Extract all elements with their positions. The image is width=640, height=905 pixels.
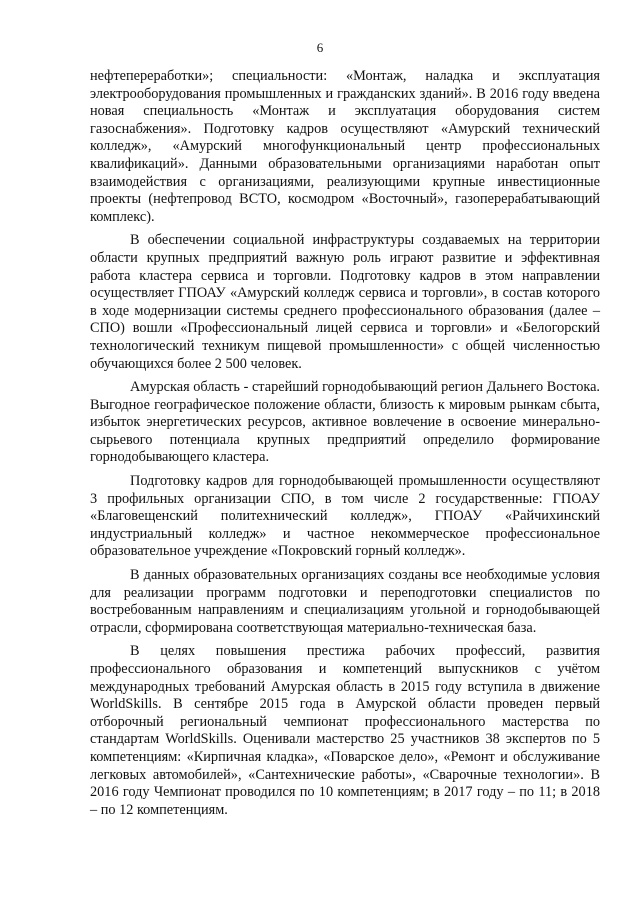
paragraph-educational-conditions: В данных образовательных организациях созданы все необходимые условия для реализации программ подготовки и переподготовки специалистов по востребованным направлениям и специализациям угольной и горнодобывающей отрасли, сформирована соответствующая материально-техническая база. xyxy=(90,567,600,636)
paragraph-oil-refining-specialties: нефтепереработки»; специальности: «Монтаж, наладка и эксплуатация электрооборудования промышленных и гражданских зданий». В 2016 году введена новая специальность «Монтаж и эксплуатация оборудования систем газоснабжения». Подготовку кадров осуществляют «Амурский технический колледж», «Амурский многофункциональный центр профессиональных квалификаций». Данными образовательными организациями наработан опыт взаимодействия с организациями, реализующими крупные инвестиционные проекты (нефтепровод ВСТО, космодром «Восточный», газоперерабатывающий комплекс). xyxy=(90,68,600,225)
paragraph-service-trade-cluster: В обеспечении социальной инфраструктуры создаваемых на территории области крупных предприятий важную роль играют развитие и эффективная работа кластера сервиса и торговли. Подготовку кадров в этом направлении осуществляет ГПОАУ «Амурский колледж сервиса и торговли», в состав которого в ходе модернизации системы среднего профессионального образования (далее – СПО) вошли «Профессиональный лицей сервиса и торговли» и «Белогорский технологический техникум пищевой промышленности» с общей численностью обучающихся более 2 500 человек. xyxy=(90,232,600,372)
document-body xyxy=(90,68,600,825)
paragraph-mining-region: Амурская область - старейший горнодобывающий регион Дальнего Востока. Выгодное географическое положение области, близость к мировым рынкам сбыта, избыток энергетических ресурсов, активное вовлечение в освоение минерально-сырьевого потенциала крупных предприятий определило формирование горнодобывающего кластера. xyxy=(90,379,600,466)
page-number: 6 xyxy=(316,40,324,55)
paragraph-mining-training: Подготовку кадров для горнодобывающей промышленности осуществляют 3 профильных организации СПО, в том числе 2 государственные: ГПОАУ «Благовещенский политехнический колледж», ГПОАУ «Райчихинский индустриальный колледж» и частное некоммерческое профессиональное образовательное учреждение «Покровский горный колледж». xyxy=(90,473,600,560)
paragraph-worldskills: В целях повышения престижа рабочих профессий, развития профессионального образования и компетенций выпускников с учётом международных требований Амурская область в 2015 году вступила в движение WorldSkills. В сентябре 2015 года в Амурской области проведен первый отборочный региональный чемпионат профессионального мастерства по стандартам WorldSkills. Оценивали мастерство 25 участников 38 экспертов по 5 компетенциям: «Кирпичная кладка», «Поварское дело», «Ремонт и обслуживание легковых автомобилей», «Сантехнические работы», «Сварочные технологии». В 2016 году Чемпионат проводился по 10 компетенциям; в 2017 году – по 11; в 2018 – по 12 компетенциям. xyxy=(90,643,600,818)
